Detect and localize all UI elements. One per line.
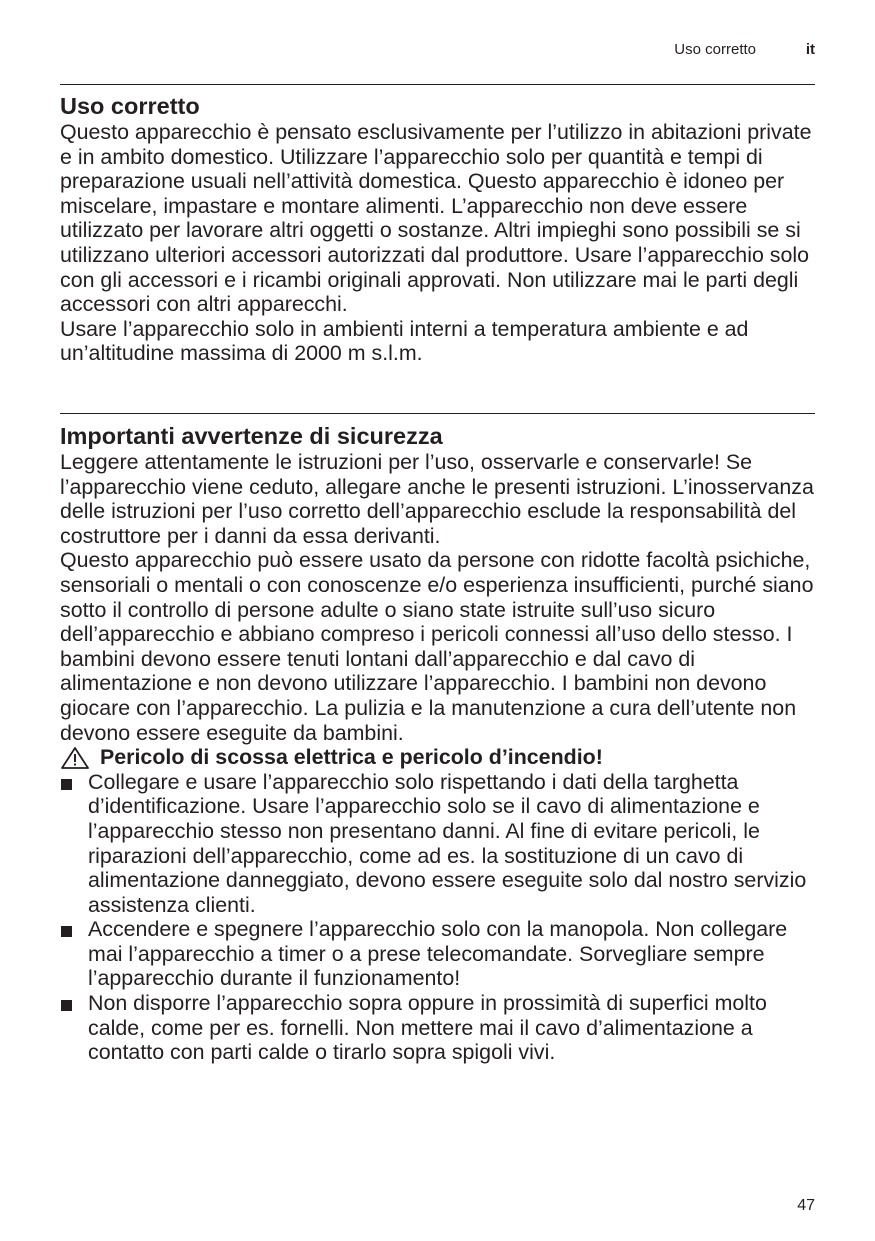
paragraph: Questo apparecchio è pensato esclusivamente per l’utilizzo in abitazioni private e in ambito domestico. Utilizzare l’apparecchio solo per quantità e tempi di preparazione usuali nell’attività domestica. Questo apparecchio è idoneo per miscelare, impastare e montare alimenti. L’apparecchio non deve essere utilizzato per lavorare altri oggetti o sostanze. Altri impieghi sono possibili se si utilizzano ulteriori accessori autorizzati dal produttore. Usare l’apparecchio solo con gli accessori e i ricambi originali approvati. Non utilizzare mai le parti degli accessori con altri apparecchi. [60, 120, 812, 317]
list-item [60, 991, 820, 1065]
bullet-square-icon [61, 926, 72, 937]
section-uso-corretto [60, 92, 820, 366]
warning-title: Pericolo di scossa elettrica e pericolo d’incendio! [100, 745, 603, 770]
page-number: 47 [797, 1197, 815, 1214]
warning-triangle-icon [60, 746, 90, 770]
bullet-square-icon [61, 1000, 72, 1011]
bullet-square-icon [61, 779, 72, 790]
paragraph: Questo apparecchio può essere usato da persone con ridotte facoltà psichiche, sensoriali o mentali o con conoscenze e/o esperienza insufficienti, purché siano sotto il controllo di persone adulte o siano state istruite sull’uso sicuro dell’apparecchio e abbiano compreso i pericoli connessi all’uso dello stesso. I bambini devono essere tenuti lontani dall’apparecchio e dal cavo di alimentazione e non devono utilizzare l’apparecchio. I bambini non devono giocare con l’apparecchio. La pulizia e la manutenzione a cura dell’utente non devono essere eseguite da bambini. [60, 548, 814, 745]
running-header-language: it [805, 41, 815, 58]
section-divider [60, 413, 815, 414]
list-item-text: Accendere e spegnere l’apparecchio solo con la manopola. Non collegare mai l’apparecchio a timer o a prese telecomandate. Sorvegliare sempre l’apparecchio durante il funzionamento! [88, 917, 788, 991]
list-item-text: Collegare e usare l’apparecchio solo rispettando i dati della targhetta d’identificazione. Usare l’apparecchio solo se il cavo di alimentazione e l’apparecchio stesso non presentano danni. Al fine di evitare pericoli, le riparazioni dell’apparecchio, come ad es. la sostituzione di un cavo di alimentazione danneggiato, devono essere eseguite solo dal nostro servizio assistenza clienti. [88, 769, 807, 917]
paragraph: Leggere attentamente le istruzioni per l’uso, osservarle e conservarle! Se l’apparecchio viene ceduto, allegare anche le presenti istruzioni. L’inosservanza delle istruzioni per l’uso corretto dell’apparecchio esclude la responsabilità del costruttore per i danni da essa derivanti. [60, 450, 814, 548]
list-item [60, 770, 820, 918]
section-title: Importanti avvertenze di sicurezza [60, 423, 443, 449]
warning-list [60, 770, 820, 1065]
warning-heading [60, 745, 820, 770]
page-header [60, 40, 815, 62]
section-title: Uso corretto [60, 93, 200, 119]
running-header-section: Uso corretto [674, 41, 756, 58]
section-safety-warnings [60, 422, 820, 1065]
list-item-text: Non disporre l’apparecchio sopra oppure in prossimità di superfici molto calde, come per es. fornelli. Non mettere mai il cavo d’alimentazione a contatto con parti calde o tirarlo sopra spigoli vivi. [88, 991, 767, 1065]
list-item [60, 917, 820, 991]
paragraph: Usare l’apparecchio solo in ambienti interni a temperatura ambiente e ad un’altitudine massima di 2000 m s.l.m. [60, 316, 749, 366]
section-divider [60, 84, 815, 85]
